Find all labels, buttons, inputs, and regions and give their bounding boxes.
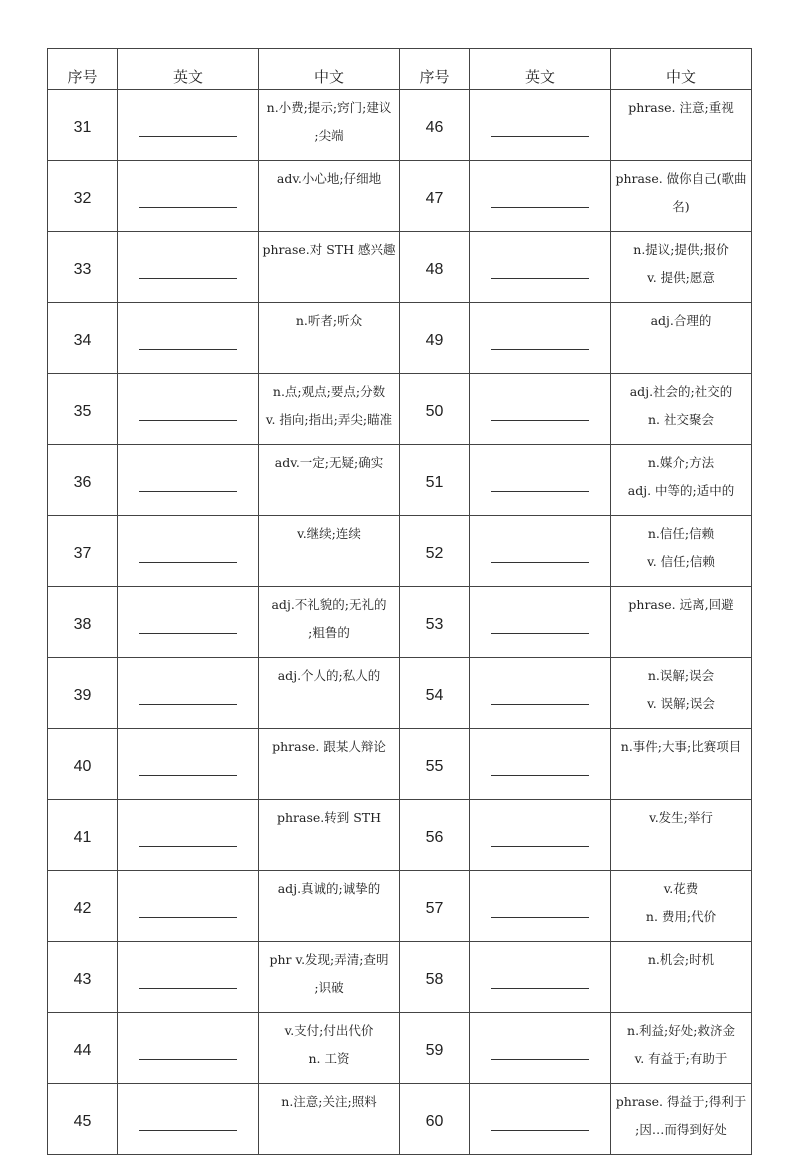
item-number: 48 [400,232,470,303]
answer-blank-line[interactable] [491,477,589,492]
item-number: 38 [48,587,118,658]
chinese-meaning-line: adj. 中等的;适中的 [627,483,735,498]
answer-blank-line[interactable] [139,477,237,492]
item-number: 37 [48,516,118,587]
chinese-meaning-cell [611,374,752,445]
english-answer-cell [470,587,611,658]
chinese-meaning-line: v. 提供;愿意 [647,270,715,285]
chinese-meaning-line: phrase.转到 STH [276,810,382,825]
answer-blank-line[interactable] [139,903,237,918]
header-number: 序号 [48,49,118,90]
english-answer-cell [118,374,259,445]
chinese-meaning-line: adj.不礼貌的;无礼的 [271,597,387,612]
table-row [48,516,752,587]
chinese-meaning-line: n. 费用;代价 [645,909,717,924]
chinese-meaning-cell [259,942,400,1013]
chinese-meaning-cell [611,445,752,516]
item-number: 41 [48,800,118,871]
chinese-meaning-cell [611,800,752,871]
header-chinese: 中文 [611,49,752,90]
chinese-meaning-cell [611,729,752,800]
chinese-meaning-cell [611,942,752,1013]
chinese-meaning-line: ;识破 [314,980,344,995]
answer-blank-line[interactable] [139,548,237,563]
chinese-meaning-line: ;因…而得到好处 [635,1122,727,1137]
chinese-meaning-line: phrase. 远离,回避 [628,597,734,612]
chinese-meaning-line: v.花费 [663,881,699,896]
english-answer-cell [470,729,611,800]
item-number: 32 [48,161,118,232]
chinese-meaning-cell [611,658,752,729]
table-row [48,374,752,445]
item-number: 36 [48,445,118,516]
chinese-meaning-cell [259,729,400,800]
chinese-meaning-line: phrase.对 STH 感兴趣 [262,242,396,257]
answer-blank-line[interactable] [491,832,589,847]
answer-blank-line[interactable] [139,974,237,989]
english-answer-cell [118,1013,259,1084]
english-answer-cell [118,800,259,871]
answer-blank-line[interactable] [491,974,589,989]
english-answer-cell [470,303,611,374]
chinese-meaning-line: ;尖端 [314,128,344,143]
chinese-meaning-line: n.利益;好处;救济金 [627,1023,735,1038]
chinese-meaning-cell [259,161,400,232]
item-number: 50 [400,374,470,445]
answer-blank-line[interactable] [139,1116,237,1131]
chinese-meaning-line: n.提议;提供;报价 [633,242,729,257]
english-answer-cell [118,161,259,232]
header-chinese: 中文 [259,49,400,90]
chinese-meaning-line: adj.社会的;社交的 [629,384,733,399]
chinese-meaning-cell [259,658,400,729]
chinese-meaning-cell [259,232,400,303]
item-number: 57 [400,871,470,942]
item-number: 43 [48,942,118,1013]
english-answer-cell [118,587,259,658]
item-number: 54 [400,658,470,729]
chinese-meaning-cell [259,1084,400,1155]
chinese-meaning-line: n.信任;信赖 [647,526,715,541]
chinese-meaning-cell [259,1013,400,1084]
table-row [48,729,752,800]
chinese-meaning-cell [611,587,752,658]
answer-blank-line[interactable] [139,1045,237,1060]
answer-blank-line[interactable] [491,1045,589,1060]
chinese-meaning-line: adj.合理的 [650,313,712,328]
chinese-meaning-line: v.发生;举行 [649,810,713,825]
answer-blank-line[interactable] [139,832,237,847]
chinese-meaning-line: adv.小心地;仔细地 [276,171,382,186]
chinese-meaning-line: n. 工资 [308,1051,350,1066]
chinese-meaning-line: n.误解;误会 [647,668,715,683]
chinese-meaning-cell [259,303,400,374]
item-number: 46 [400,90,470,161]
chinese-meaning-line: n. 社交聚会 [648,412,714,427]
chinese-meaning-cell [611,516,752,587]
item-number: 31 [48,90,118,161]
chinese-meaning-cell [611,871,752,942]
chinese-meaning-line: adv.一定;无疑;确实 [274,455,384,470]
chinese-meaning-line: n.注意;关注;照料 [281,1094,377,1109]
item-number: 51 [400,445,470,516]
chinese-meaning-cell [611,232,752,303]
chinese-meaning-line: v. 误解;误会 [647,696,715,711]
answer-blank-line[interactable] [491,761,589,776]
answer-blank-line[interactable] [491,335,589,350]
chinese-meaning-line: n.小费;提示;窍门;建议 [266,100,392,115]
chinese-meaning-line: phrase. 得益于;得利于 [615,1094,747,1109]
chinese-meaning-line: v.继续;连续 [297,526,361,541]
answer-blank-line[interactable] [491,406,589,421]
item-number: 59 [400,1013,470,1084]
chinese-meaning-cell [611,1084,752,1155]
item-number: 34 [48,303,118,374]
english-answer-cell [118,232,259,303]
english-answer-cell [470,1084,611,1155]
answer-blank-line[interactable] [139,690,237,705]
answer-blank-line[interactable] [491,903,589,918]
item-number: 58 [400,942,470,1013]
chinese-meaning-line: n.点;观点;要点;分数 [272,384,386,399]
english-answer-cell [470,871,611,942]
answer-blank-line[interactable] [139,761,237,776]
english-answer-cell [470,90,611,161]
english-answer-cell [470,445,611,516]
english-answer-cell [470,161,611,232]
chinese-meaning-line: phr v.发现;弄清;查明 [269,952,389,967]
english-answer-cell [470,942,611,1013]
header-row [48,49,752,90]
answer-blank-line[interactable] [491,619,589,634]
item-number: 52 [400,516,470,587]
chinese-meaning-line: v. 有益于;有助于 [634,1051,728,1066]
header-english: 英文 [470,49,611,90]
item-number: 47 [400,161,470,232]
table-row [48,587,752,658]
table-row [48,445,752,516]
item-number: 35 [48,374,118,445]
table-row [48,658,752,729]
chinese-meaning-cell [259,445,400,516]
header-english: 英文 [118,49,259,90]
chinese-meaning-line: adj.真诚的;诚挚的 [277,881,381,896]
english-answer-cell [470,516,611,587]
answer-blank-line[interactable] [139,335,237,350]
chinese-meaning-cell [259,800,400,871]
english-answer-cell [470,232,611,303]
chinese-meaning-line: n.听者;听众 [295,313,363,328]
chinese-meaning-line: phrase. 跟某人辩论 [272,739,386,754]
answer-blank-line[interactable] [139,122,237,137]
chinese-meaning-cell [259,871,400,942]
answer-blank-line[interactable] [491,1116,589,1131]
english-answer-cell [470,1013,611,1084]
chinese-meaning-cell [259,90,400,161]
english-answer-cell [470,374,611,445]
table-row [48,1084,752,1155]
chinese-meaning-cell [259,587,400,658]
table-row [48,1013,752,1084]
chinese-meaning-cell [611,161,752,232]
english-answer-cell [470,800,611,871]
english-answer-cell [118,942,259,1013]
chinese-meaning-line: v. 信任;信赖 [647,554,715,569]
vocabulary-table [47,48,752,1155]
english-answer-cell [118,871,259,942]
item-number: 56 [400,800,470,871]
english-answer-cell [118,516,259,587]
english-answer-cell [118,445,259,516]
answer-blank-line[interactable] [491,193,589,208]
chinese-meaning-line: 名) [672,199,690,214]
table-row [48,161,752,232]
chinese-meaning-line: n.媒介;方法 [647,455,715,470]
item-number: 49 [400,303,470,374]
chinese-meaning-line: v.支付;付出代价 [284,1023,374,1038]
answer-blank-line[interactable] [491,690,589,705]
chinese-meaning-line: v. 指向;指出;弄尖;瞄准 [265,412,393,427]
chinese-meaning-cell [611,90,752,161]
chinese-meaning-line: phrase. 注意;重视 [628,100,734,115]
item-number: 39 [48,658,118,729]
table-row [48,871,752,942]
table-row [48,800,752,871]
answer-blank-line[interactable] [139,264,237,279]
chinese-meaning-cell [611,303,752,374]
english-answer-cell [118,1084,259,1155]
table-row [48,90,752,161]
item-number: 44 [48,1013,118,1084]
answer-blank-line[interactable] [491,122,589,137]
english-answer-cell [470,658,611,729]
answer-blank-line[interactable] [139,619,237,634]
item-number: 33 [48,232,118,303]
answer-blank-line[interactable] [139,193,237,208]
chinese-meaning-line: ;粗鲁的 [308,625,350,640]
english-answer-cell [118,729,259,800]
answer-blank-line[interactable] [491,264,589,279]
item-number: 55 [400,729,470,800]
table-row [48,232,752,303]
english-answer-cell [118,303,259,374]
chinese-meaning-line: n.事件;大事;比赛项目 [620,739,742,754]
english-answer-cell [118,90,259,161]
chinese-meaning-cell [259,374,400,445]
chinese-meaning-line: n.机会;时机 [647,952,715,967]
item-number: 45 [48,1084,118,1155]
item-number: 53 [400,587,470,658]
header-number: 序号 [400,49,470,90]
answer-blank-line[interactable] [139,406,237,421]
table-row [48,942,752,1013]
table-row [48,303,752,374]
english-answer-cell [118,658,259,729]
answer-blank-line[interactable] [491,548,589,563]
chinese-meaning-line: phrase. 做你自己(歌曲 [615,171,747,186]
item-number: 40 [48,729,118,800]
chinese-meaning-cell [611,1013,752,1084]
chinese-meaning-cell [259,516,400,587]
item-number: 60 [400,1084,470,1155]
item-number: 42 [48,871,118,942]
chinese-meaning-line: adj.个人的;私人的 [277,668,381,683]
